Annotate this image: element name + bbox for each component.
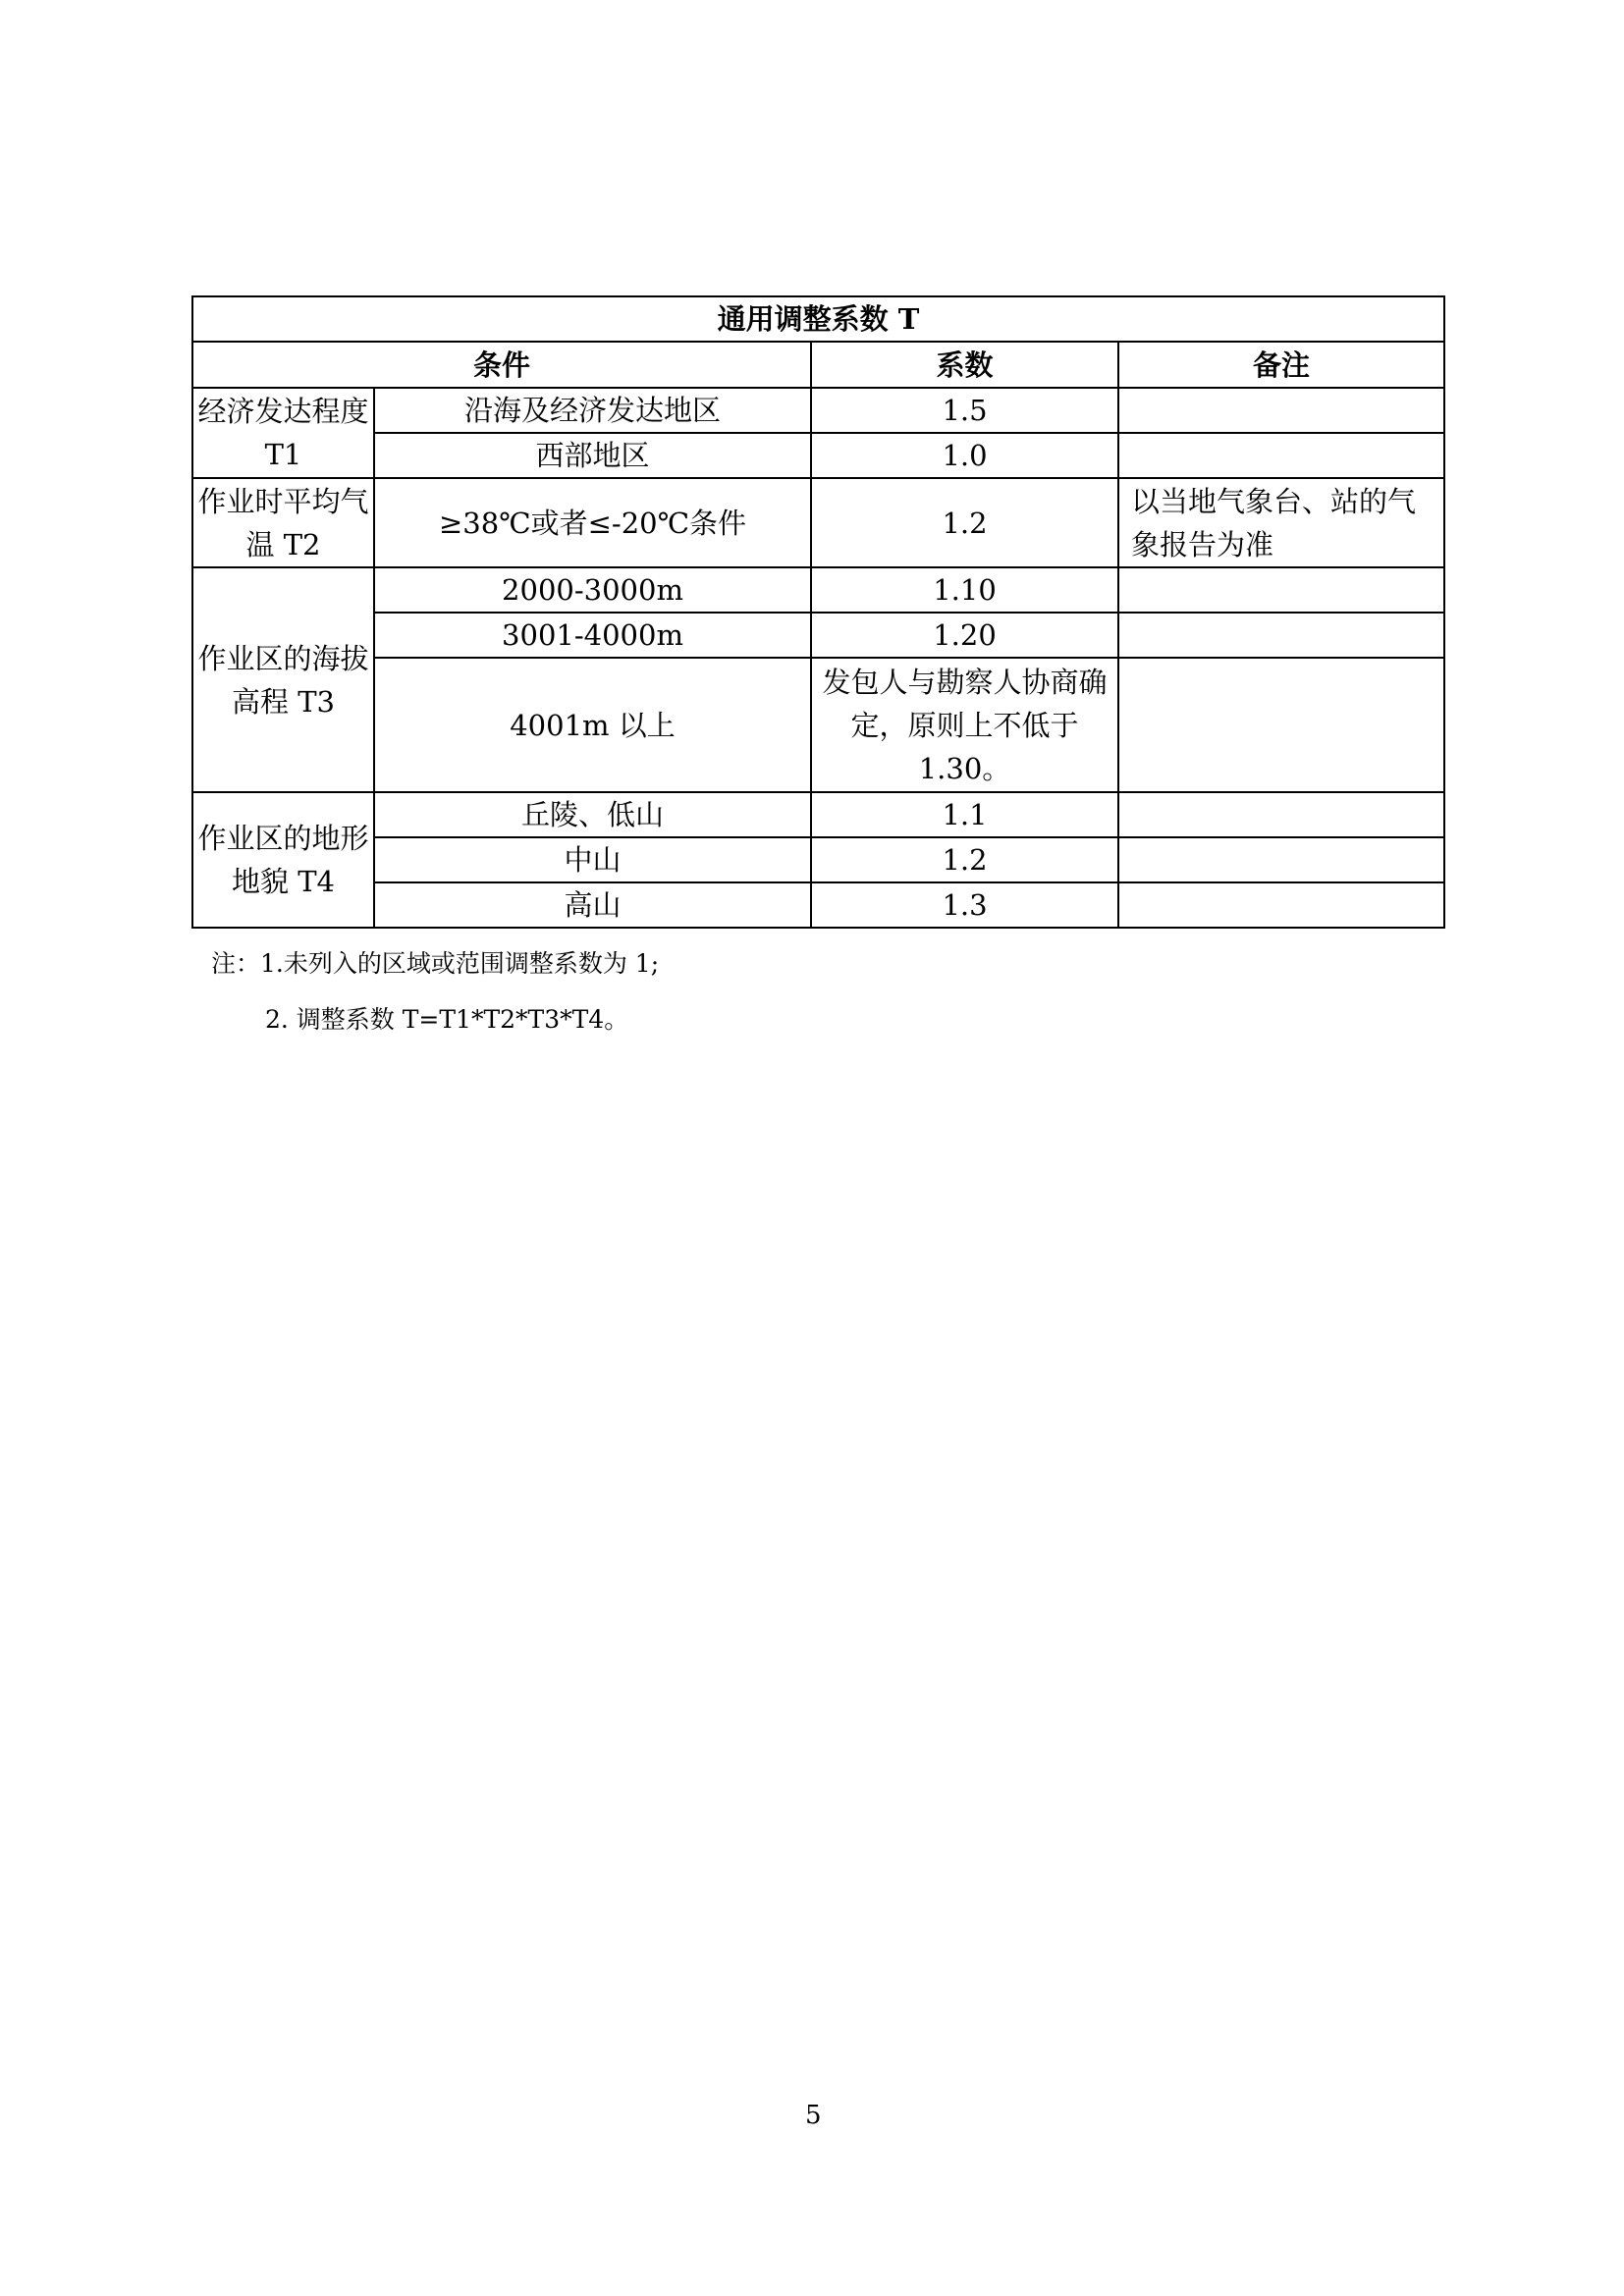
coefficient-cell: 1.2: [811, 837, 1118, 882]
group-label: 作业区的海拔高程 T3: [192, 567, 374, 792]
page-number: 5: [805, 2101, 822, 2130]
condition-cell: 2000-3000m: [374, 567, 811, 613]
remark-cell: [1118, 658, 1444, 792]
remark-cell: [1118, 792, 1444, 837]
remark-cell: [1118, 433, 1444, 478]
table-row: [192, 567, 1444, 613]
table-row: [192, 613, 1444, 658]
group-label: 经济发达程度 T1: [192, 388, 374, 478]
condition-cell: ≥38℃或者≤-20℃条件: [374, 478, 811, 567]
header-condition: 条件: [192, 342, 811, 388]
table-row: [192, 433, 1444, 478]
condition-cell: 丘陵、低山: [374, 792, 811, 837]
group-label: 作业时平均气温 T2: [192, 478, 374, 567]
header-coefficient: 系数: [811, 342, 1118, 388]
coefficient-cell: 1.10: [811, 567, 1118, 613]
condition-cell: 3001-4000m: [374, 613, 811, 658]
remark-cell: [1118, 882, 1444, 928]
condition-cell: 中山: [374, 837, 811, 882]
coefficient-cell: 1.2: [811, 478, 1118, 567]
table-row: [192, 658, 1444, 792]
table-row: [192, 837, 1444, 882]
header-remark: 备注: [1118, 342, 1444, 388]
condition-cell: 4001m 以上: [374, 658, 811, 792]
coefficient-cell: 1.0: [811, 433, 1118, 478]
condition-cell: 沿海及经济发达地区: [374, 388, 811, 433]
coefficient-cell: 1.3: [811, 882, 1118, 928]
note-2: 2. 调整系数 T=T1*T2*T3*T4。: [265, 1005, 629, 1034]
coefficient-cell: 1.5: [811, 388, 1118, 433]
remark-cell: 以当地气象台、站的气象报告为准: [1118, 478, 1444, 567]
coefficient-cell: 1.1: [811, 792, 1118, 837]
table-row: [192, 388, 1444, 433]
remark-cell: [1118, 567, 1444, 613]
coefficient-cell: 1.20: [811, 613, 1118, 658]
coefficient-cell: 发包人与勘察人协商确定，原则上不低于 1.30。: [811, 658, 1118, 792]
adjustment-coefficient-table: [191, 295, 1445, 929]
remark-cell: [1118, 613, 1444, 658]
table-title: 通用调整系数 T: [192, 296, 1444, 342]
table-row: [192, 792, 1444, 837]
note-1: 注：1.未列入的区域或范围调整系数为 1;: [211, 949, 660, 978]
table-row: [192, 882, 1444, 928]
remark-cell: [1118, 837, 1444, 882]
condition-cell: 高山: [374, 882, 811, 928]
remark-cell: [1118, 388, 1444, 433]
table-row: [192, 478, 1444, 567]
group-label: 作业区的地形地貌 T4: [192, 792, 374, 928]
condition-cell: 西部地区: [374, 433, 811, 478]
